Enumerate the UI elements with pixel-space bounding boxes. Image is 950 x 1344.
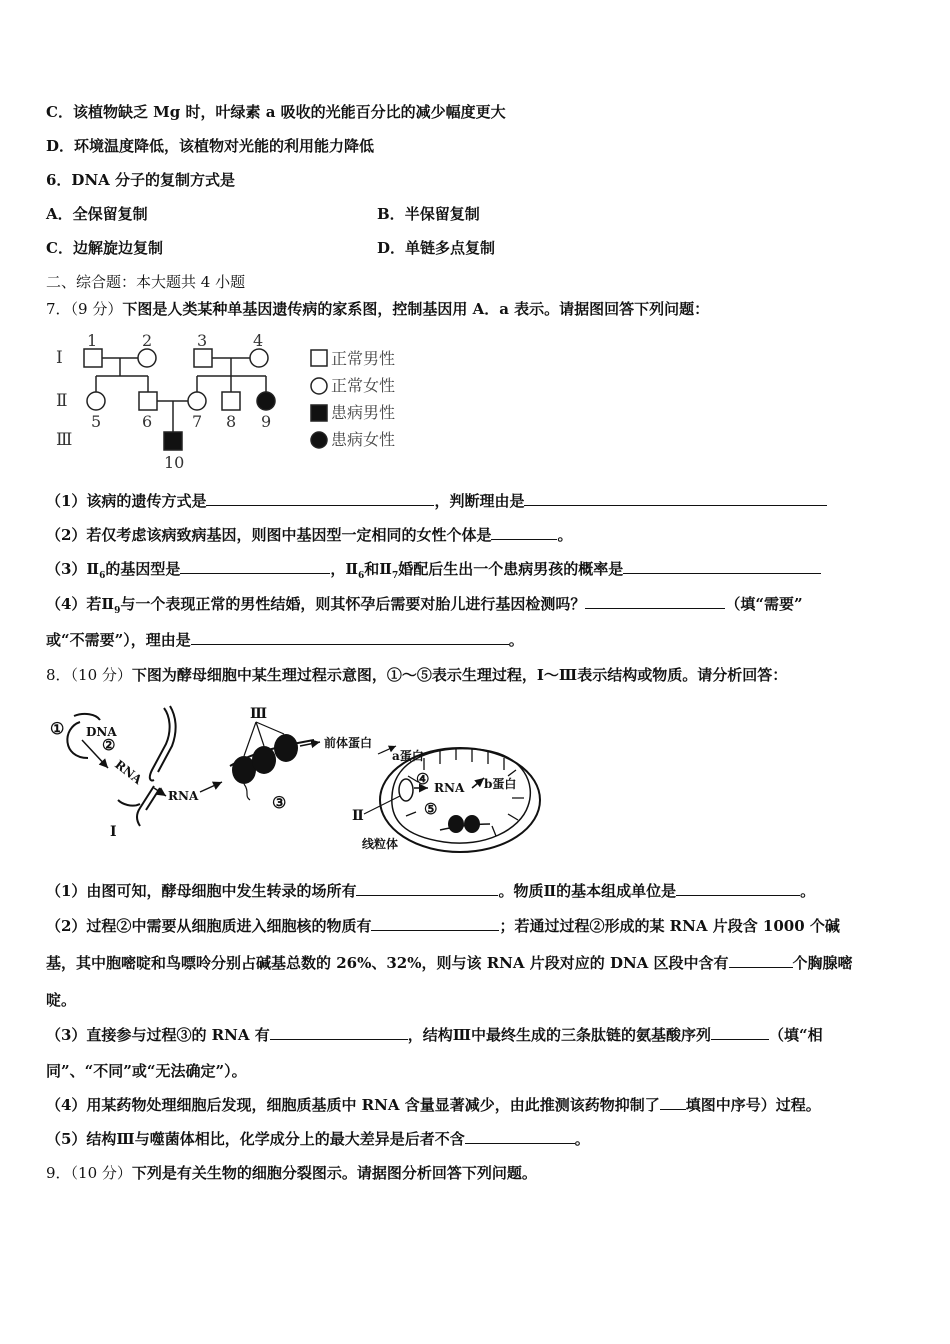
answer-blank[interactable] — [585, 594, 725, 609]
q6-option-b: B．半保留复制 — [377, 205, 480, 223]
label-process-2: ② — [102, 736, 116, 754]
q6-option-c: C．边解旋边复制 — [46, 239, 163, 257]
pedigree-individual-10 — [164, 432, 182, 450]
q7-stem: 7．（9 分）下图是人类某种单基因遗传病的家系图，控制基因用 A．a 表示。请据图回答下列问题： — [46, 300, 710, 318]
pedigree-individual-9 — [257, 392, 275, 410]
individual-number-9: 9 — [261, 412, 272, 431]
individual-number-4: 4 — [253, 331, 264, 350]
q6-option-d: D．单链多点复制 — [377, 239, 496, 257]
label-rna-3: RNA — [434, 781, 465, 795]
answer-blank[interactable] — [465, 1129, 575, 1144]
answer-blank[interactable] — [206, 491, 434, 506]
pedigree-individual-1 — [84, 349, 102, 367]
generation-label-2: Ⅱ — [56, 391, 68, 411]
q8-part-2-end: 啶。 — [46, 991, 77, 1009]
q8-part-2: （2）过程②中需要从细胞质进入细胞核的物质有 ；若通过过程②形成的某 RNA 片段含 1000 个碱 — [46, 917, 840, 935]
answer-blank[interactable] — [524, 491, 827, 506]
label-structure-1: Ⅰ — [110, 824, 117, 840]
individual-number-7: 7 — [192, 412, 203, 431]
label-process-5: ⑤ — [424, 800, 438, 818]
individual-number-3: 3 — [197, 331, 208, 350]
answer-blank[interactable] — [676, 881, 800, 896]
q5-option-d: D．环境温度降低，该植物对光能的利用能力降低 — [46, 137, 375, 155]
export-arrow — [200, 782, 222, 792]
q8-part-2-cont: 基，其中胞嘧啶和鸟嘌呤分别占碱基总数的 26%、32%，则与该 RNA 片段对应的 DNA 区段中含有 个胸腺嘧 — [46, 954, 853, 972]
label-rna-2: RNA — [168, 789, 199, 803]
q8-part-1: （1）由图可知，酵母细胞中发生转录的场所有 。物质Ⅱ的基本组成单位是 。 — [46, 882, 816, 900]
ribosome-structure-3 — [230, 722, 314, 800]
q8-part-3-cont: 同”、“不同”或“无法确定”）。 — [46, 1062, 247, 1080]
legend-affected-female-symbol — [311, 432, 327, 448]
pedigree-chart — [50, 328, 420, 478]
individual-number-10: 10 — [164, 453, 185, 472]
label-rna-1: RNA — [112, 757, 145, 787]
generation-label-1: Ⅰ — [56, 348, 63, 368]
replication-arrow — [67, 722, 88, 758]
legend-affected-male-symbol — [311, 405, 327, 421]
q7-part-3: $(3)Ⅱ_6$的基因型是 ，$Ⅱ_6$和$Ⅱ_7$婚配后生出一个患病男孩的概率是 — [46, 559, 821, 586]
label-process-4: ④ — [416, 770, 430, 788]
q8-part-5: （5）结构Ⅲ与噬菌体相比，化学成分上的最大差异是后者不含 。 — [46, 1130, 590, 1148]
legend-normal-female-symbol — [311, 378, 327, 394]
answer-blank[interactable] — [191, 630, 509, 645]
q7-part-2: （2）若仅考虑该病致病基因，则图中基因型一定相同的女性个体是 。 — [46, 526, 573, 544]
label-dna: DNA — [86, 725, 117, 739]
label-structure-2: Ⅱ — [352, 808, 364, 824]
generation-label-3: Ⅲ — [56, 430, 73, 450]
section-title: 二、综合题：本大题共 4 小题 — [46, 273, 246, 291]
pedigree-individual-4 — [250, 349, 268, 367]
individual-number-6: 6 — [142, 412, 153, 431]
label-a-protein: a蛋白 — [392, 749, 424, 763]
label-precursor-protein: 前体蛋白 — [324, 736, 373, 750]
pedigree-individual-5 — [87, 392, 105, 410]
legend-normal-male: 正常男性 — [331, 349, 396, 368]
label-b-protein: b蛋白 — [484, 777, 517, 791]
answer-blank[interactable] — [371, 916, 499, 931]
answer-blank[interactable] — [270, 1025, 408, 1040]
individual-number-8: 8 — [226, 412, 237, 431]
q6-option-a: A．全保留复制 — [46, 205, 148, 223]
pedigree-individual-6 — [139, 392, 157, 410]
q7-part-1: （1）该病的遗传方式是 ，判断理由是 — [46, 491, 827, 511]
q7-part-4-cont: 或“不需要”），理由是 。 — [46, 631, 524, 649]
answer-blank[interactable] — [356, 881, 498, 896]
q8-part-3: （3）直接参与过程③的 RNA 有 ，结构Ⅲ中最终生成的三条肽链的氨基酸序列 （填“相 — [46, 1026, 823, 1044]
pedigree-individual-7 — [188, 392, 206, 410]
legend-affected-female: 患病女性 — [331, 430, 396, 449]
q8-part-4: （4）用某药物处理细胞后发现，细胞质基质中 RNA 含量显著减少，由此推测该药物抑制了 填图中序号）过程。 — [46, 1096, 821, 1114]
legend-affected-male: 患病男性 — [331, 403, 396, 422]
legend-normal-female: 正常女性 — [331, 376, 396, 395]
answer-blank[interactable] — [180, 559, 330, 574]
q7-part-4: （4）若$Ⅱ_9$与一个表现正常的男性结婚，则其怀孕后需要对胎儿进行基因检测吗？ （填“需要” — [46, 595, 803, 616]
pedigree-individual-3 — [194, 349, 212, 367]
label-structure-3: Ⅲ — [250, 706, 268, 722]
label-process-3: ③ — [272, 793, 287, 812]
individual-number-1: 1 — [87, 331, 98, 350]
pedigree-individual-2 — [138, 349, 156, 367]
answer-blank[interactable] — [623, 559, 821, 574]
label-mitochondrion: 线粒体 — [362, 837, 399, 851]
individual-number-2: 2 — [142, 331, 153, 350]
answer-blank[interactable] — [660, 1095, 686, 1110]
answer-blank[interactable] — [711, 1025, 769, 1040]
answer-blank[interactable] — [729, 953, 793, 968]
individual-number-5: 5 — [91, 412, 102, 431]
yeast-process-diagram — [44, 700, 544, 860]
pedigree-individual-8 — [222, 392, 240, 410]
legend-normal-male-symbol — [311, 350, 327, 366]
q8-stem: 8．（10 分）下图为酵母细胞中某生理过程示意图，①～⑤表示生理过程，Ⅰ～Ⅲ表示结构或物质。请分析回答： — [46, 666, 788, 684]
q5-option-c: C．该植物缺乏 Mg 时，叶绿素 a 吸收的光能百分比的减少幅度更大 — [46, 103, 506, 121]
answer-blank[interactable] — [491, 525, 557, 540]
q6-stem: 6．DNA 分子的复制方式是 — [46, 171, 236, 189]
label-process-1: ① — [50, 719, 65, 738]
q9-stem: 9．（10 分）下列是有关生物的细胞分裂图示。请据图分析回答下列问题。 — [46, 1164, 537, 1182]
